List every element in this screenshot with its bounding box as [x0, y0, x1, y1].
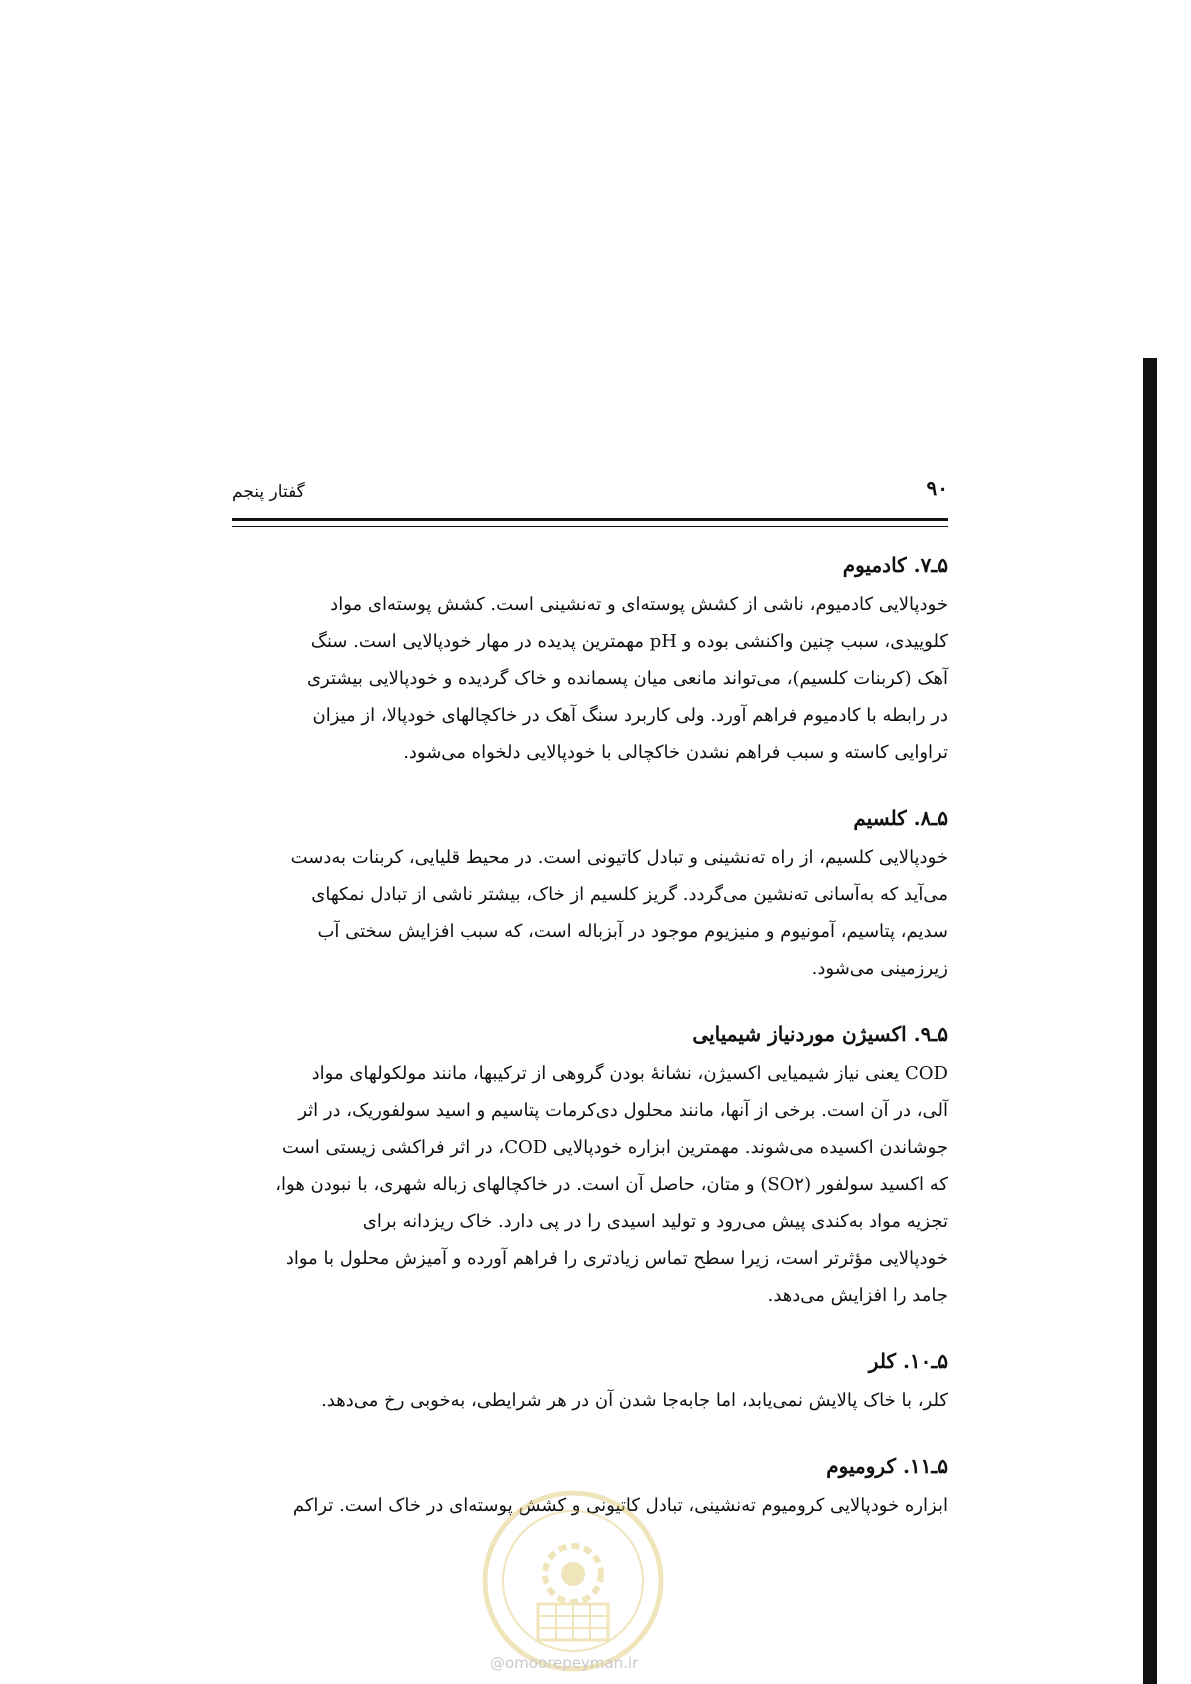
section-body — [232, 1382, 948, 1419]
site-url: omoorepeyman.ir — [505, 1654, 639, 1672]
text-line: در رابطه با کادمیوم فراهم آورد. ولی کاربرد سنگ آهک در خاکچالهای خودپالا، از میزان — [312, 705, 948, 726]
text-line: آهک (کربنات کلسیم)، می‌تواند مانعی میان پسمانده و خاک گردیده و خودپالایی بیشتری — [306, 668, 948, 689]
text-line: خودپالایی کلسیم، از راه ته‌نشینی و تبادل کاتیونی است. در محیط قلیایی، کربنات به‌دست — [290, 847, 948, 868]
text-line: آلی، در آن است. برخی از آنها، مانند محلول دی‌کرمات پتاسیم و اسید سولفوریک، در اثر — [298, 1100, 948, 1121]
text-line: خودپالایی کادمیوم، ناشی از کشش پوسته‌ای و ته‌نشینی است. کشش پوسته‌ای مواد — [330, 594, 948, 615]
running-head — [232, 476, 948, 512]
section-heading: ۵ـ۱۱. کرومیوم — [826, 1454, 948, 1478]
site-watermark-label — [490, 1654, 638, 1672]
section-body — [232, 1055, 948, 1314]
section-calcium — [232, 801, 948, 987]
chapter-title: گفتار پنجم — [232, 482, 305, 502]
text-line: می‌آید که به‌آسانی ته‌نشین می‌گردد. گریز کلسیم از خاک، بیشتر ناشی از تبادل نمکهای — [311, 884, 948, 905]
text-line: جامد را افزایش می‌دهد. — [767, 1285, 948, 1306]
text-line: جوشاندن اکسیده می‌شوند. مهمترین ابزاره خودپالایی COD، در اثر فراکشی زیستی است — [282, 1137, 948, 1158]
at-icon: @ — [490, 1654, 505, 1672]
text-line: کلوییدی، سبب چنین واکنشی بوده و pH مهمترین پدیده در مهار خودپالایی است. سنگ — [310, 631, 948, 652]
section-heading: ۵ـ۱۰. کلر — [868, 1349, 948, 1373]
section-heading: ۵ـ۷. کادمیوم — [842, 553, 948, 577]
header-rule-thin — [232, 526, 948, 527]
section-heading: ۵ـ۸. کلسیم — [853, 806, 948, 830]
text-line: سدیم، پتاسیم، آمونیوم و منیزیوم موجود در آبزباله است، که سبب افزایش سختی آب — [317, 921, 948, 942]
page-content — [232, 548, 948, 1554]
text-line: خودپالایی مؤثرتر است، زیرا سطح تماس زیادتری را فراهم آورده و آمیزش محلول با مواد — [285, 1248, 948, 1269]
text-line: COD یعنی نیاز شیمیایی اکسیژن، نشانهٔ بودن گروهی از ترکیبها، مانند مولکولهای مواد — [311, 1063, 948, 1084]
section-body — [232, 586, 948, 771]
text-line: زیرزمینی می‌شود. — [811, 958, 948, 979]
text-line: که اکسید سولفور (SO۲) و متان، حاصل آن است. در خاکچالهای زباله شهری، با نبودن هوا، — [275, 1174, 948, 1195]
text-line: تراوایی کاسته و سبب فراهم نشدن خاکچالی با خودپالایی دلخواه می‌شود. — [403, 742, 948, 763]
page-number: ۹۰ — [926, 476, 948, 500]
section-cadmium — [232, 548, 948, 771]
text-line: تجزیه مواد به‌کندی پیش می‌رود و تولید اسیدی را در پی دارد. خاک ریزدانه برای — [362, 1211, 948, 1232]
section-cod — [232, 1017, 948, 1314]
section-heading: ۵ـ۹. اکسیژن موردنیاز شیمیایی — [692, 1022, 948, 1046]
text-line: کلر، با خاک پالایش نمی‌یابد، اما جابه‌جا شدن آن در هر شرایطی، به‌خوبی رخ می‌دهد. — [321, 1390, 948, 1411]
text-line: ابزاره خودپالایی کرومیوم ته‌نشینی، تبادل کاتیونی و کشش پوسته‌ای در خاک است. تراکم — [292, 1495, 948, 1516]
header-rule-thick — [232, 518, 948, 521]
section-body — [232, 839, 948, 987]
watermark-seal-icon — [478, 1486, 668, 1676]
section-chlorine — [232, 1344, 948, 1419]
page-edge-bar — [1143, 358, 1157, 1684]
